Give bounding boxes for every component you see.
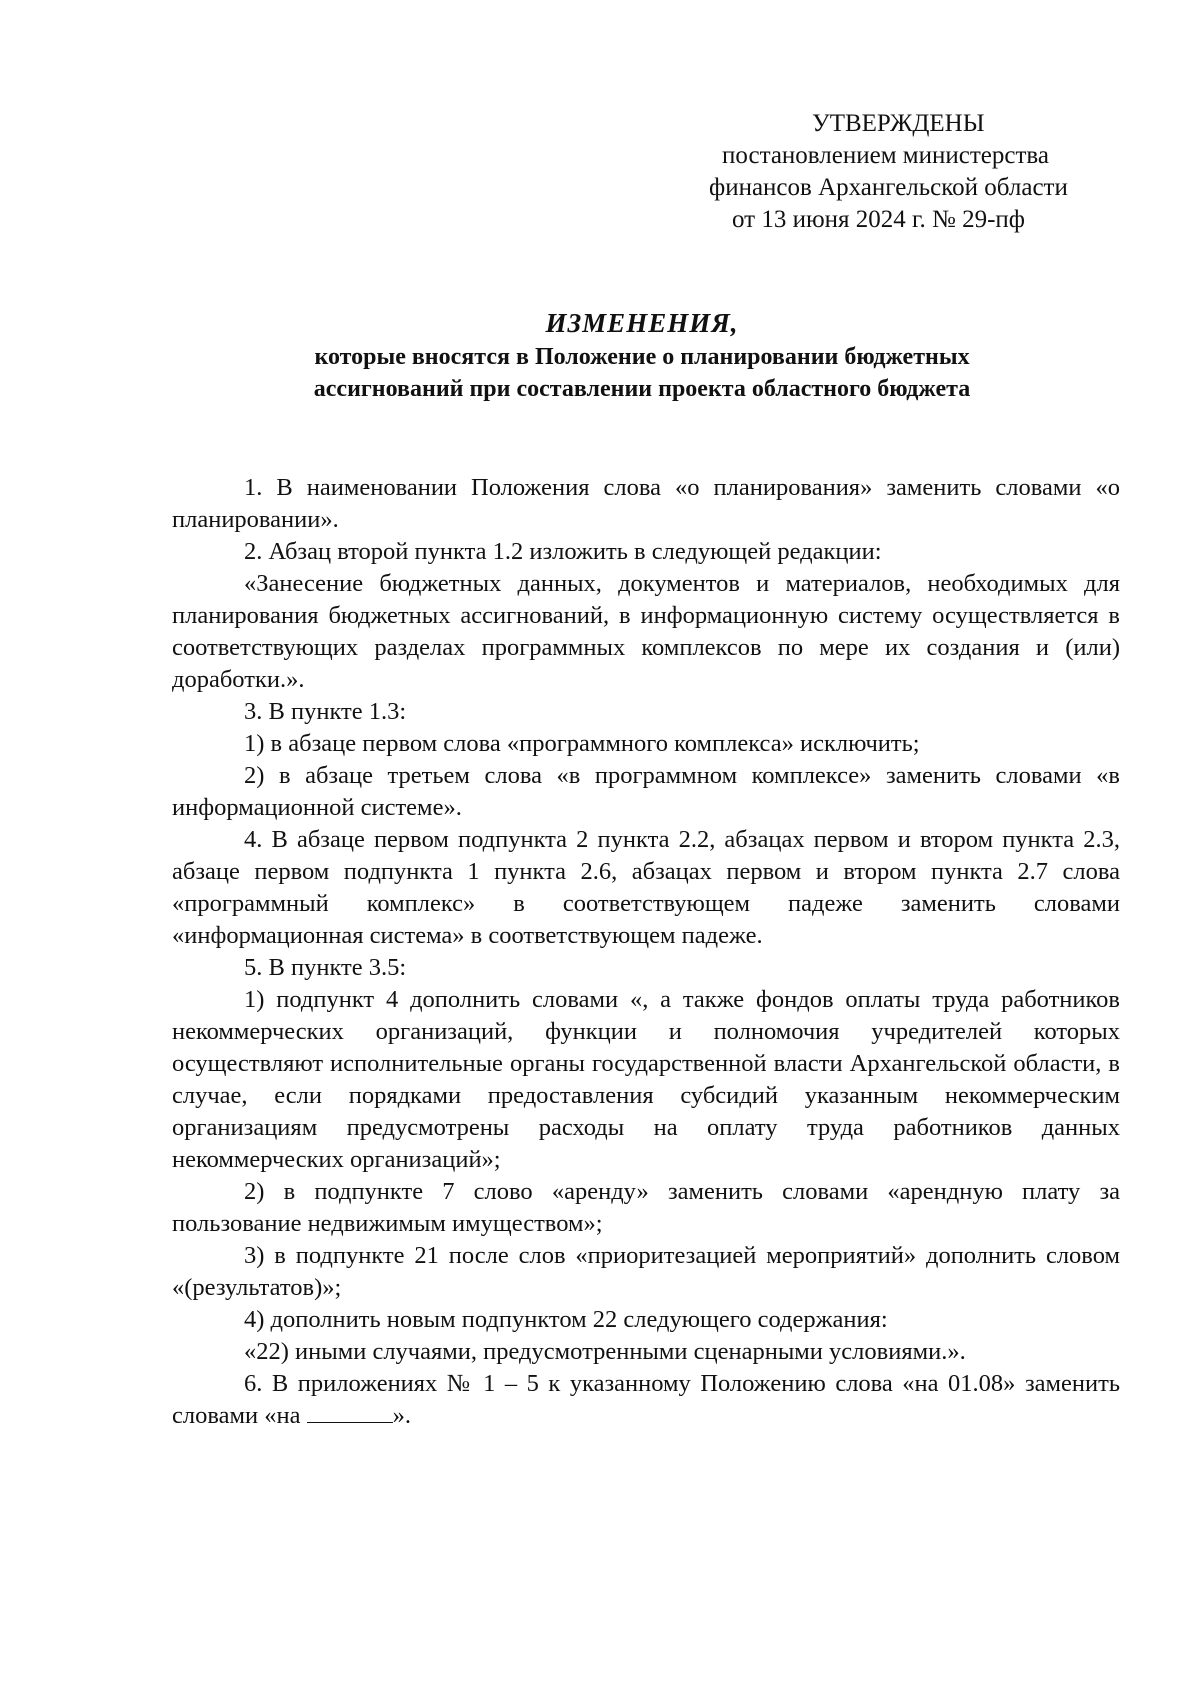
approval-line-2: финансов Архангельской области <box>709 174 1068 201</box>
document-title: ИЗМЕНЕНИЯ, <box>545 308 739 338</box>
item-3-sub-2: 2) в абзаце третьем слова «в программном комплексе» заменить словами «в информационной системе». <box>172 762 1120 821</box>
item-6-tail: ». <box>392 1402 411 1429</box>
item-3: 3. В пункте 1.3: <box>244 698 407 725</box>
item-6-text: 6. В приложениях № 1 – 5 к указанному Положению слова «на 01.08» заменить словами «на <box>172 1370 1120 1429</box>
document-subtitle-line-1: которые вносятся в Положение о планировании бюджетных <box>314 344 970 370</box>
approval-title: УТВЕРЖДЕНЫ <box>812 110 985 137</box>
item-5-sub-3: 3) в подпункте 21 после слов «приоритезацией мероприятий» дополнить словом «(результатов)»; <box>172 1242 1120 1301</box>
item-2-quote: «Занесение бюджетных данных, документов и материалов, необходимых для планирования бюджетных ассигнований, в информационную систему осуществляется в соответствующих разделах программных комплексов по мере их создания и (или) доработки.». <box>172 570 1120 693</box>
item-5-sub-4: 4) дополнить новым подпунктом 22 следующего содержания: <box>244 1306 888 1333</box>
item-1: 1. В наименовании Положения слова «о планирования» заменить словами «о планировании». <box>172 474 1120 533</box>
item-2: 2. Абзац второй пункта 1.2 изложить в следующей редакции: <box>244 538 882 565</box>
item-3-sub-1: 1) в абзаце первом слова «программного комплекса» исключить; <box>244 730 920 757</box>
approval-line-3: от 13 июня 2024 г. № 29-пф <box>732 206 1025 233</box>
approval-block <box>700 108 1140 236</box>
item-5-sub-1: 1) подпункт 4 дополнить словами «, а также фондов оплаты труда работников некоммерческих организаций, функции и полномочия учредителей которых осуществляют исполнительные органы государственной власти Архангельской области, в случае, если порядками предоставления субсидий указанным некоммерческим организациям предусмотрены расходы на оплату труда работников данных некоммерческих организаций»; <box>172 986 1120 1173</box>
item-5-sub-2: 2) в подпункте 7 слово «аренду» заменить словами «арендную плату за пользование недвижимым имуществом»; <box>172 1178 1120 1237</box>
document-subtitle-line-2: ассигнований при составлении проекта областного бюджета <box>313 376 971 402</box>
item-5: 5. В пункте 3.5: <box>244 954 407 981</box>
document-heading <box>172 305 1112 405</box>
approval-line-1: постановлением министерства <box>722 142 1049 169</box>
blank-line <box>307 1421 393 1423</box>
item-6 <box>172 1368 1120 1432</box>
document-body <box>172 472 1120 1432</box>
item-5-sub-4-quote: «22) иными случаями, предусмотренными сценарными условиями.». <box>244 1338 966 1365</box>
item-4: 4. В абзаце первом подпункта 2 пункта 2.2, абзацах первом и втором пункта 2.3, абзаце первом подпункта 1 пункта 2.6, абзацах первом и втором пункта 2.7 слова «программный комплекс» в соответствующем падеже заменить словами «информационная система» в соответствующем падеже. <box>172 826 1120 949</box>
